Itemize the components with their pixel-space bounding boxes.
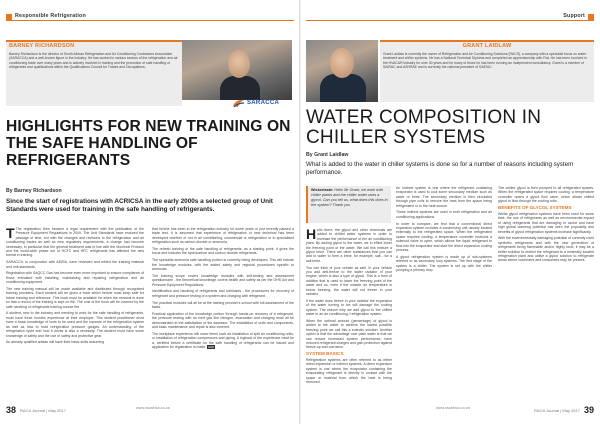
- left-author-name: BARNEY RICHARDSON: [9, 43, 75, 49]
- left-footer-publication: RACA Journal | May 2017: [20, 407, 66, 413]
- right-author-name: GRANT LAIDLAW: [462, 43, 512, 49]
- paragraph: A glycol refrigeration system is made up of sub-systems referred to as secondary loop systems. The first stage of the system is a chiller. The system is set up with the chiller pumping a primary loop.: [396, 254, 492, 273]
- saracca-logo-icon: [232, 98, 245, 108]
- right-headline: WATER COMPOSITION IN CHILLER SYSTEMS: [306, 107, 542, 148]
- left-byline: By Barney Richardson: [6, 188, 62, 194]
- paragraph: When the optimal amount (percentage) of glycol is added to the water to achieve the lowest possible freezing point we call this a eutectic solution. Another option is that the advantage over plain water is that we can reduce increased system performance, have reduced refrigerant charges and gain protection against freeze-up and corrosion.: [306, 318, 392, 350]
- reader-question: Hello Mr Grant, we work with chiller plants and the chiller water uses a glycol. Can you tell us, what does this does in the system? Thank you: [311, 188, 388, 207]
- paragraph: The refresh training or the safe handling of refrigerants, as a starting point, it gives the focus and includes the hydrocarbon and carbon dioxide refrigerants.: [152, 247, 294, 256]
- left-headline: HIGHLIGHTS FOR NEW TRAINING ON THE SAFE HANDLING OF REFRIGERANTS: [6, 118, 291, 169]
- right-author-photo: [306, 40, 378, 102]
- right-section-header: [306, 14, 594, 21]
- paragraph: In order to compare, we find that a conventional direct expansion system includes a condensing unit usually located externally to the refrigerated space. When the refrigerated space requires cooling, a temperature controller instructs a solenoid valve to open, which allows the liquid refrigerant to flow into the evaporator and start the direct expansion cooling process.: [396, 221, 492, 253]
- paragraph: These indirect systems are used in both refrigeration and air conditioning applications.: [396, 210, 492, 219]
- right-page-number: 39: [583, 405, 594, 415]
- right-article-column-2: [396, 186, 594, 400]
- paragraph: The practical modules will all be at the training provider's school with full assessment of the tasks.: [152, 300, 294, 310]
- left-footer-url: www.racafrica.co.za: [136, 406, 170, 410]
- right-section-label: Support: [563, 13, 585, 19]
- paragraph: Hello there, the glycol and other chemicals are added to chilled water systems in order to increase the performance of the air conditioning plant. By adding glycol to the water, we in effect lower the freezing point of the water. We call this mixture a glycol brine. There are other substances that you can add to water to form a brine, for example, salt - for a salt brine.: [306, 226, 392, 263]
- left-page-number: 38: [6, 405, 17, 415]
- paragraph: T The registration then became a legal requirement with the publication of the Pressure Equipment Regulations in 2009. The Unit Standards have endured the passage of time, but with the changes and revisions to the refrigeration and air conditioning trades as well as new regulatory requirements, a change had become necessary, in particular that the general treatment was in line with the Montreal Protocol and the world-wide phase out of HCFC and HFC refrigerants has affected the new format in training.: [6, 225, 144, 258]
- right-article-column-1: [306, 228, 392, 387]
- reader-question-box: [306, 186, 391, 223]
- reader-name: Wickerlaste:: [311, 188, 334, 192]
- paragraph: Whilst glycol refrigeration systems have been used for some time, the use of refrigerants as well as environmental impact of using refrigerants that are damaging to ozone and have high global warming potential has seen the popularity and benefits of glycol refrigeration systems increase significantly.: [498, 211, 594, 234]
- paragraph: If the water does freeze in your radiator the expansion of the water turning to ice will damage the cooling system. The reason why we add glycol to the chilled water in an air conditioning / refrigeration system.: [306, 298, 392, 317]
- paragraph: SARACCA, in conjunction with AIDRA, have reviewed and edited the training material and unit standards.: [6, 260, 144, 269]
- section-marker-icon: [588, 14, 594, 20]
- left-standfirst: Since the start of registrations with ACRICSA in the early 2000s a selected group of Unit Standards were used for training in the safe handling of refrigerants.: [6, 198, 273, 214]
- paragraph: The training scope covers knowledge modules with self-testing and assessment questionnaire - the theoretical knowledge covers health and safety as per the OHS Act and Pressure Equipment Regulations.: [152, 273, 294, 287]
- right-footer-url: www.racafrica.co.za: [436, 406, 470, 410]
- right-standfirst: What is added to the water in chiller systems is done so for a number of reasons including system performance.: [306, 161, 574, 176]
- end-mark: END: [208, 345, 215, 350]
- paragraph: Refrigeration systems are often referred to as either direct expansion or indirect systems. A direct expansion system is one where the evaporator containing the evaporating refrigerant is directly in contact with the space or material from which the heat is being removed.: [306, 358, 392, 385]
- right-footer-publication: RACA Journal | May 2017: [534, 407, 580, 413]
- left-section-label: Responsible Refrigeration: [15, 13, 86, 19]
- saracca-logo-text: SARACCA: [247, 100, 280, 106]
- left-author-bio: Barney Richardson is the director of South African Refrigeration and Air Conditioning Contractors Association (SARACCA) and a well-known figure in the industry. He has worked in various sectors of the refrigeration and air conditioning trade over many years and is actively involved in training and the promotion of safe handling of refrigerants and qualifications within the Qualifications Council for Trades and Occupations.: [9, 52, 178, 70]
- paragraph: The new training manual will be made available and distributed through recognised training providers. Each student will be given a book which he/she must keep safe for future training and reference. This book must be available for when the renewal is done so that a record of the training is kept on file. The cost of the book will be covered by the safe handling of refrigerants training course fee.: [6, 287, 144, 309]
- left-section-header: [6, 14, 294, 21]
- drop-cap: H: [306, 226, 317, 242]
- right-author-box: [380, 40, 594, 102]
- paragraph: An already qualified artisan will have their basic skills assuming: [6, 340, 105, 345]
- right-byline: By Grant Laidlaw: [306, 152, 349, 158]
- paragraph: Identification and handling of refrigerants and lubricants - the procedures for recovery of refrigerant and pressure testing of a system and charging with refrigerant.: [152, 289, 294, 298]
- paragraph: The specialist ammonia safe handling portion is currently being developed. This will include the knowledge modules, with the added safety and regional procedures specific to ammonia.: [152, 258, 294, 272]
- subhead-system-basics: SYSTEM BASICS: [306, 351, 344, 357]
- paragraph: You can think of your vehicle as well. In your vehicle you add anti-freeze to the water radiator of your engine, which is also a type of glycol. This is a form of additive that is used to lower the freezing point of the water and so, even if the outside air temperature is below freezing, the water will not freeze in your radiator.: [306, 265, 392, 297]
- paragraph: Registration with SAQCC Gas has become even more important to ensure compliance of those entrusted with installing, maintaining and repairing refrigeration and air conditioning equipment.: [6, 271, 144, 285]
- left-author-photo: [182, 40, 292, 100]
- drop-cap: T: [6, 225, 15, 241]
- right-footer: [306, 403, 594, 417]
- paragraph: that he/she has been in the refrigeration industry for some years or just recently passed a trade test. It is assumed that experience of refrigeration or new technical has been developed whether or not in air conditioning, commercial or refrigeration or in specialised refrigeration such as carbon dioxide or ammonia.: [152, 227, 294, 245]
- left-article-column-2: [152, 227, 294, 352]
- left-footer: [6, 403, 294, 417]
- paragraph: A student, new to the industry and needing to work for the safe handling of refrigerants, must have three months experience at their employer. This student practitioner must have a basic knowledge of tools to be used and the hazards of the refrigeration system as well as how to read refrigeration pressure gauges. An understanding of the refrigeration cycle and how it works is also a necessity. The student must have some knowledge of safety and the use of safety and protective gear.: [6, 311, 144, 338]
- paragraph: An indirect system is one where the refrigerant containing evaporator is used to cool some secondary medium such as water or brine. The secondary medium is then circulated through pipe coils to remove the heat from the space being refrigerated or to the heat source.: [396, 186, 492, 208]
- right-author-bio: Grant Laidlaw is currently the owner of Refrigeration and Air Conditioning Solutions (RACS), a company with a specialist focus on water treatment and chiller systems. He has a National Technical Diploma and completed an apprenticeship with Fiat. He has been involved in the HVAC&R industry for over 30 years and for many of those he has been running an independent consultancy. Grant is a member of SAIRAC and ASHRAE and is currently the national president of SAIRAC.: [383, 52, 587, 70]
- left-article-column-1: [6, 227, 144, 347]
- paragraph: The workplace experience will cover items such as installation of split air conditioning units, or installation of refrigeration compressors and piping. A logbook of the experience must be a, certified before a certificate for the safe handling of refrigerants can be issued and application for registration is made. END: [152, 331, 294, 350]
- paragraph: The chilled glycol is then pumped to all refrigerated spaces. When the refrigerated space requires cooling, a temperature controller opens a glycol flow valve, which allows chilled glycol to flow through the cooling coils.: [498, 186, 594, 204]
- paragraph: With the environmentally damaging potential of currently used synthetic refrigerants and with the new generation of refrigerants being flammable and/or highly toxic, it may be a better solution to restrict the refrigerant to a minimally located refrigeration plant and utilise a glycol solution to refrigerate areas where customers and consumers may be present.: [498, 236, 594, 263]
- left-author-box: [6, 40, 182, 106]
- subhead-benefits: BENEFITS OF GLYCOL SYSTEMS: [498, 205, 572, 211]
- section-marker-icon: [6, 14, 12, 20]
- saracca-logo: [232, 96, 290, 110]
- paragraph: Practical application of the knowledge portion through hands-on recovery of a refrigerant, the pressure testing with an inert gas like nitrogen, evacuation and charging must all be demonstrated to the satisfaction of the assessor. The installation of units and components, and basic maintenance and repair is also covered.: [152, 311, 294, 330]
